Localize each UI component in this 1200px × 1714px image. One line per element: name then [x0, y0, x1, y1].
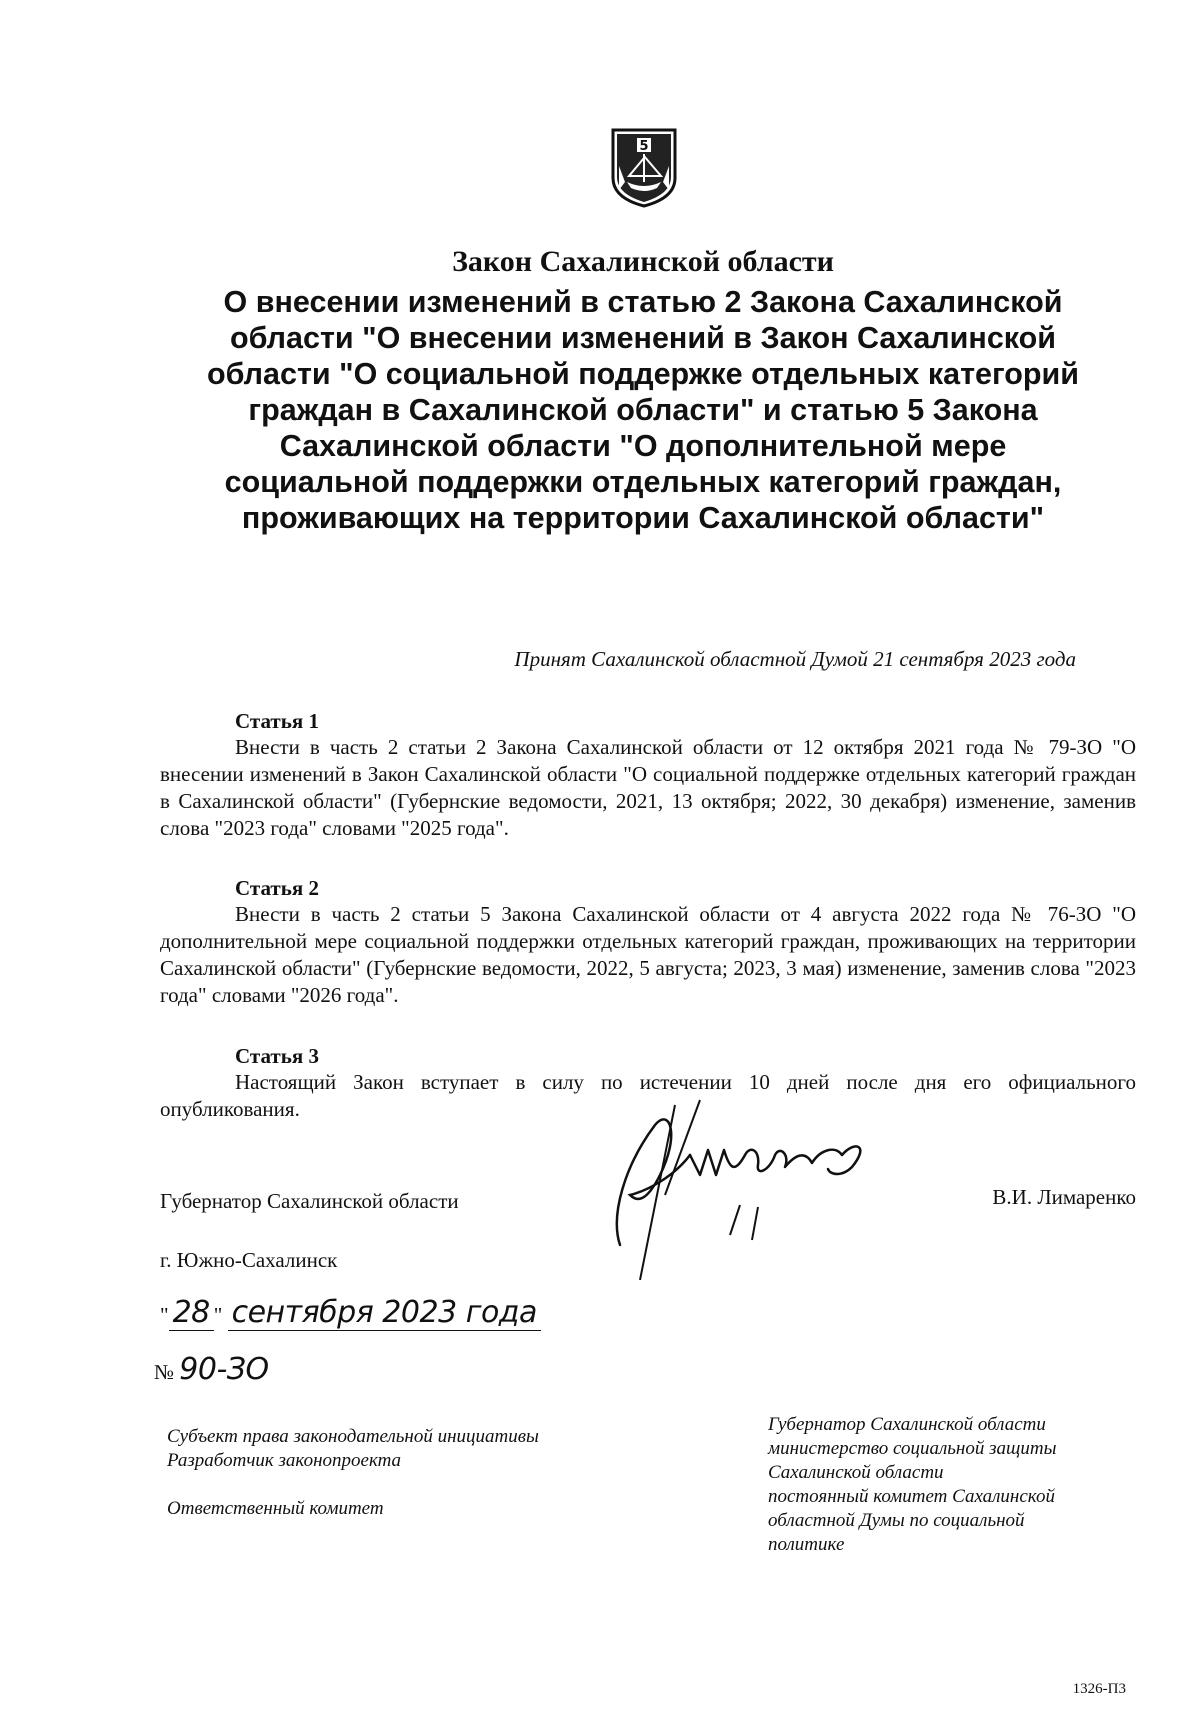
- signing-date: [160, 1296, 541, 1332]
- law-heading: Закон Сахалинской области: [452, 245, 834, 278]
- article-3-text: Настоящий Закон вступает в силу по истечении 10 дней после дня его официального опубликования.: [160, 1070, 1136, 1121]
- handwritten-signature-icon: [580, 1095, 900, 1280]
- number-value: 90-ЗО: [179, 1352, 269, 1387]
- footer-committee-line2: областной Думы по социальной: [768, 1510, 1025, 1531]
- place-of-signing: г. Южно-Сахалинск: [160, 1248, 338, 1272]
- date-day: 28: [169, 1296, 214, 1331]
- law-title: О внесении изменений в статью 2 Закона Сахалинской области "О внесении изменений в Закон Сахалинской области "О социальной поддержке отдельных категорий граждан в Сахалинской области" и статью 5 Закона Сахалинской области "О дополнительной мере социальной поддержки отдельных категорий граждан, проживающих на территории Сахалинской области": [206, 285, 1080, 535]
- adoption-note: Принят Сахалинской областной Думой 21 сентября 2023 года: [514, 647, 1076, 671]
- law-number: [154, 1350, 269, 1392]
- footer-developer-label: Разработчик законопроекта: [167, 1450, 402, 1471]
- article-1-text: Внести в часть 2 статьи 2 Закона Сахалинской области от 12 октября 2021 года № 79-ЗО "О внесении изменений в Закон Сахалинской области "О социальной поддержке отдельных категорий граждан в Сахалинской области" (Губернские ведомости, 2021, 13 октября; 2022, 30 декабря) изменение, заменив слова "2023 года" словами "2025 года".: [160, 735, 1136, 840]
- document-code: 1326-П3: [1072, 1681, 1126, 1697]
- governor-position: Губернатор Сахалинской области: [160, 1189, 459, 1213]
- footer-committee-line3: политике: [768, 1534, 845, 1555]
- article-1-title: Статья 1: [235, 709, 319, 733]
- article-2-title: Статья 2: [235, 876, 319, 900]
- footer-initiative-value: Губернатор Сахалинской области: [768, 1414, 1046, 1435]
- date-open-quote: ": [160, 1303, 169, 1327]
- footer-committee-label: Ответственный комитет: [167, 1498, 384, 1519]
- governor-name: В.И. Лимаренко: [992, 1185, 1136, 1209]
- footer-developer-line2: Сахалинской области: [768, 1462, 944, 1483]
- svg-text:5: 5: [639, 139, 649, 154]
- date-month-year: сентября 2023 года: [228, 1296, 541, 1331]
- footer-initiative-label: Субъект права законодательной инициативы: [167, 1426, 539, 1447]
- sakhalin-coat-of-arms-icon: [603, 126, 685, 208]
- date-close-quote: ": [213, 1303, 223, 1327]
- footer-committee-line1: постоянный комитет Сахалинской: [768, 1486, 1055, 1507]
- footer-developer-line1: министерство социальной защиты: [768, 1438, 1057, 1459]
- article-3-title: Статья 3: [235, 1044, 319, 1068]
- number-sign: №: [154, 1360, 175, 1384]
- article-2-text: Внести в часть 2 статьи 5 Закона Сахалинской области от 4 августа 2022 года № 76-ЗО "О дополнительной мере социальной поддержки отдельных категорий граждан, проживающих на территории Сахалинской области" (Губернские ведомости, 2022, 5 августа; 2023, 3 мая) изменение, заменив слова "2023 года" словами "2026 года".: [160, 902, 1136, 1007]
